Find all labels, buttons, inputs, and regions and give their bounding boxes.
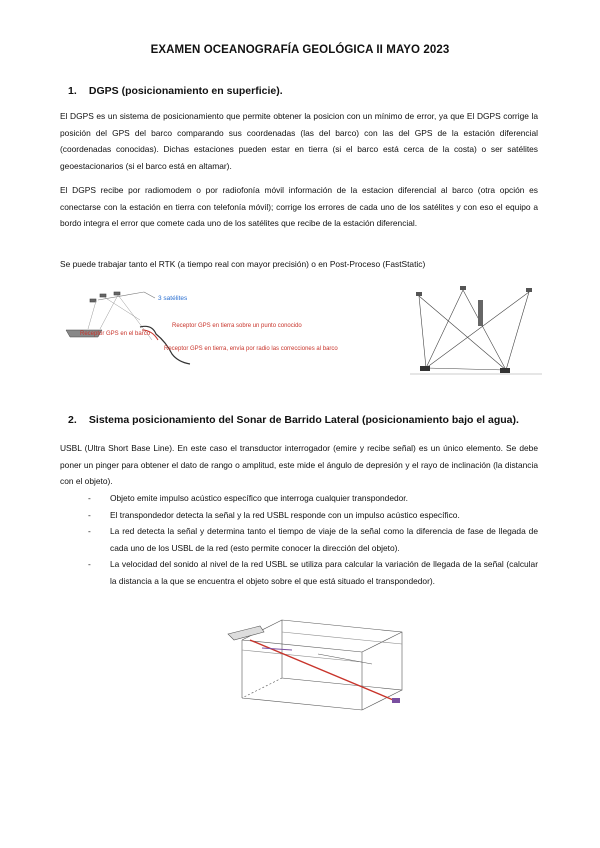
document-title: EXAMEN OCEANOGRAFÍA GEOLÓGICA II MAYO 2023 (150, 44, 450, 56)
label-satellites: 3 satélites (158, 295, 188, 302)
dgps-diagram (60, 282, 338, 372)
label-receiver-land: Receptor GPS en tierra sobre un punto conocido (172, 323, 302, 329)
section-1-paragraph-2: El DGPS recibe por radiomodem o por radiofonía móvil información de la estacion diferencial al barco (otra opción es conectarse con la estación en tierra con telefonía móvil); corrige los errores de cada uno de los satélites y con eso el equipo a bordo integra el error que comete cada uno de los satélites que recibe de la estación diferencial. (60, 185, 538, 228)
transponder-icon (392, 698, 400, 703)
list-item: - El transpondedor detecta la señal y la red USBL responde con un impulso acústico específico. (88, 507, 538, 524)
label-receiver-ship: Receptor GPS en el barco (80, 331, 151, 337)
section-2-paragraph-1: USBL (Ultra Short Base Line). En este caso el transductor interrogador (emire y recibe señal) es un único elemento. Se debe poner un pinger para obtener el dato de rango o amplitud, este mide el ángulo de depresión y el rayo de inclinación (la distancia con el objeto). (60, 443, 538, 486)
bullet-dash: - (88, 509, 91, 520)
satellite-geometry-diagram (406, 282, 546, 380)
bullet-dash: - (88, 526, 91, 536)
satellite-icon (416, 286, 532, 296)
list-item: - La velocidad del sonido al nivel de la red USBL se utiliza para calcular la variación de llegada de la señal (calcular la distancia a la que se encuentra el objeto sobre el que está situado el transpondedor). (88, 556, 538, 589)
section-2-number: 2. (68, 414, 77, 426)
usbl-steps-list (88, 490, 538, 589)
section-2-title: Sistema posicionamiento del Sonar de Barrido Lateral (posicionamiento bajo el agua). (88, 414, 519, 426)
ground-station-right (500, 368, 510, 373)
section-1-paragraph-3: Se puede trabajar tanto el RTK (a tiempo real con mayor precisión) o en Post-Proceso (FastStatic) (60, 259, 426, 269)
bullet-dash: - (88, 559, 91, 569)
list-item: - Objeto emite impulso acústico específico que interroga cualquier transpondedor. (88, 490, 538, 507)
list-item: - La red detecta la señal y determina tanto el tiempo de viaje de la señal como la diferencia de fase de llegada de cada uno de los USBL de la red (esto permite conocer la dirección del objeto). (88, 523, 538, 556)
section-1-title: DGPS (posicionamiento en superficie). (88, 85, 283, 97)
ground-station-left (420, 366, 430, 371)
section-1-heading (68, 85, 283, 97)
section-1-number: 1. (68, 85, 77, 97)
antenna-tower (478, 300, 483, 326)
label-receiver-land-radio: Receptor GPS en tierra, envía por radio las correcciones al barco (164, 346, 338, 352)
section-2-heading (68, 414, 519, 426)
section-1-paragraph-1: El DGPS es un sistema de posicionamiento que permite obtener la posicion con un mínimo de error, ya que El DGPS corrige la posición del GPS del barco comparando sus coordenadas (las del barco) con las del GPS de la estación diferencial (coordenadas conocidas). Dichas estaciones pueden estar en tierra (si el barco está cerca de la costa) o ser satélites geoestacionarios (si el barco está en altamar). (60, 111, 538, 171)
usbl-tank-diagram (222, 610, 422, 720)
bullet-dash: - (88, 493, 91, 503)
